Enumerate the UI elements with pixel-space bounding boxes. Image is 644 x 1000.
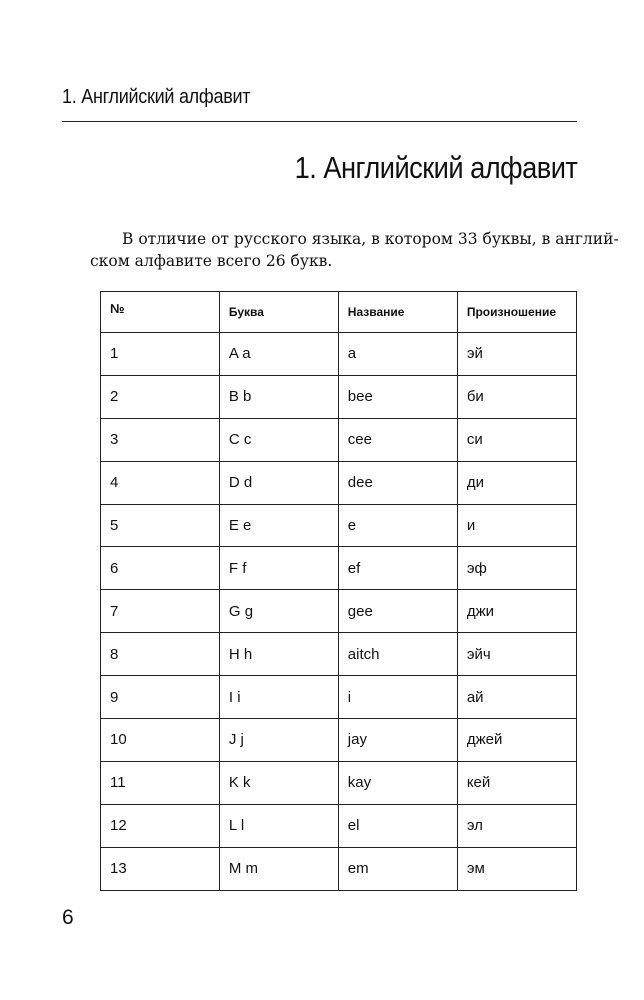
table-row — [101, 547, 577, 590]
table-row — [101, 375, 577, 418]
intro-paragraph — [90, 228, 619, 272]
cell-number: 7 — [101, 590, 220, 633]
column-header-pronunciation: Произношение — [457, 292, 576, 333]
cell-pronunciation: эй — [457, 333, 576, 376]
intro-line-2: ском алфавите всего 26 букв. — [90, 252, 333, 270]
cell-number: 2 — [101, 375, 220, 418]
cell-pronunciation: би — [457, 375, 576, 418]
table-row — [101, 590, 577, 633]
cell-name: e — [338, 504, 457, 547]
cell-letter: B b — [219, 375, 338, 418]
table-row — [101, 676, 577, 719]
cell-number: 11 — [101, 761, 220, 804]
alphabet-table — [100, 291, 577, 891]
table-header-row — [101, 292, 577, 333]
cell-name: gee — [338, 590, 457, 633]
table-row — [101, 719, 577, 762]
cell-letter: A a — [219, 333, 338, 376]
cell-letter: F f — [219, 547, 338, 590]
cell-letter: L l — [219, 804, 338, 847]
cell-letter: C c — [219, 418, 338, 461]
running-head: 1. Английский алфавит — [62, 86, 251, 108]
chapter-title: 1. Английский алфавит — [294, 150, 577, 185]
cell-number: 10 — [101, 719, 220, 762]
intro-line-1: В отличие от русского языка, в котором 33 буквы, в англий- — [122, 230, 619, 248]
cell-name: el — [338, 804, 457, 847]
cell-letter: K k — [219, 761, 338, 804]
cell-number: 3 — [101, 418, 220, 461]
cell-number: 6 — [101, 547, 220, 590]
table-row — [101, 333, 577, 376]
cell-name: em — [338, 847, 457, 890]
cell-number: 1 — [101, 333, 220, 376]
cell-pronunciation: джи — [457, 590, 576, 633]
column-header-number: № — [101, 292, 220, 333]
cell-name: aitch — [338, 633, 457, 676]
cell-pronunciation: эм — [457, 847, 576, 890]
cell-pronunciation: эйч — [457, 633, 576, 676]
cell-name: ef — [338, 547, 457, 590]
table-row — [101, 804, 577, 847]
cell-number: 13 — [101, 847, 220, 890]
cell-pronunciation: эф — [457, 547, 576, 590]
cell-letter: G g — [219, 590, 338, 633]
cell-letter: H h — [219, 633, 338, 676]
cell-pronunciation: ди — [457, 461, 576, 504]
table-row — [101, 504, 577, 547]
table-row — [101, 418, 577, 461]
column-header-letter: Буква — [219, 292, 338, 333]
cell-pronunciation: джей — [457, 719, 576, 762]
cell-letter: M m — [219, 847, 338, 890]
cell-name: a — [338, 333, 457, 376]
cell-name: kay — [338, 761, 457, 804]
cell-pronunciation: си — [457, 418, 576, 461]
cell-name: dee — [338, 461, 457, 504]
cell-name: bee — [338, 375, 457, 418]
cell-name: cee — [338, 418, 457, 461]
cell-number: 5 — [101, 504, 220, 547]
cell-name: jay — [338, 719, 457, 762]
cell-letter: I i — [219, 676, 338, 719]
cell-pronunciation: кей — [457, 761, 576, 804]
header-divider — [62, 121, 577, 122]
cell-number: 9 — [101, 676, 220, 719]
table-row — [101, 761, 577, 804]
page-number: 6 — [62, 906, 74, 929]
table-row — [101, 461, 577, 504]
cell-number: 8 — [101, 633, 220, 676]
cell-number: 12 — [101, 804, 220, 847]
table-row — [101, 847, 577, 890]
cell-pronunciation: ай — [457, 676, 576, 719]
cell-pronunciation: и — [457, 504, 576, 547]
table-row — [101, 633, 577, 676]
cell-letter: J j — [219, 719, 338, 762]
column-header-name: Название — [338, 292, 457, 333]
cell-letter: E e — [219, 504, 338, 547]
cell-name: i — [338, 676, 457, 719]
cell-number: 4 — [101, 461, 220, 504]
cell-pronunciation: эл — [457, 804, 576, 847]
cell-letter: D d — [219, 461, 338, 504]
